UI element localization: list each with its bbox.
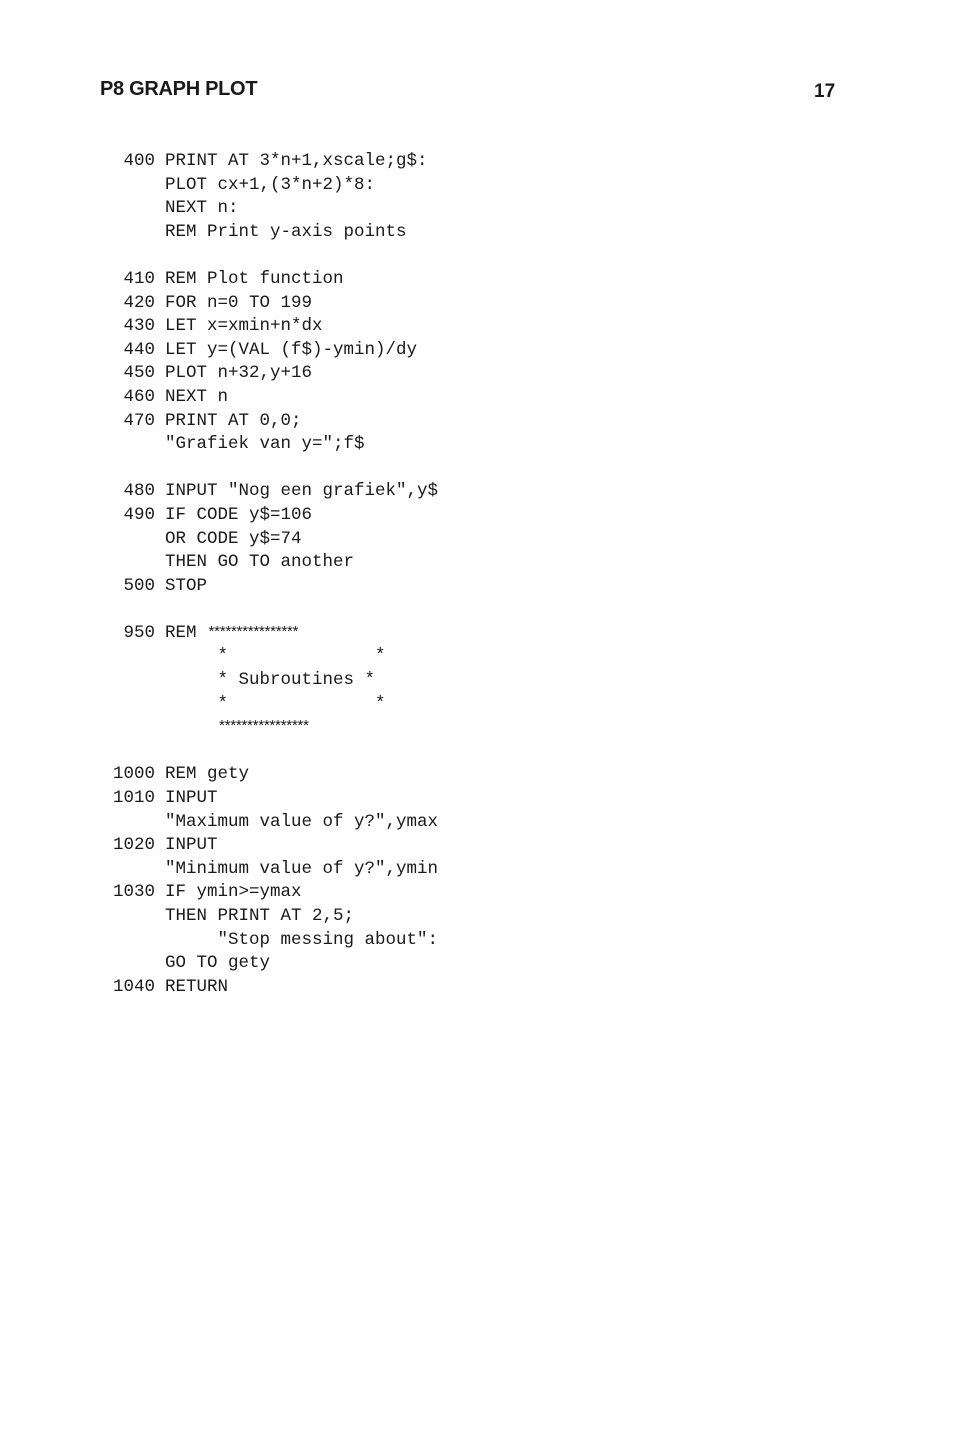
code-text: PRINT AT 0,0;	[165, 410, 302, 431]
code-text: LET y=(VAL (f$)-ymin)/dy	[165, 339, 418, 360]
line-number-blank	[105, 952, 155, 976]
code-line-420	[105, 292, 525, 316]
line-number-blank	[105, 716, 155, 740]
line-number: 450	[123, 363, 155, 384]
code-text: "Minimum value of y?",ymin	[165, 858, 439, 879]
code-text: * *	[165, 693, 386, 714]
code-text: RETURN	[165, 976, 229, 997]
code-line-1030	[105, 881, 525, 905]
code-text: REM Plot function	[165, 268, 344, 289]
asterisk-border-bottom: ****************	[217, 719, 308, 737]
code-line-1010-cont	[105, 811, 525, 835]
line-number-blank	[105, 433, 155, 457]
line-number: 1000	[112, 764, 155, 785]
code-text: PLOT cx+1,(3*n+2)*8:	[165, 174, 376, 195]
blank-line	[105, 740, 525, 764]
line-number-blank	[105, 551, 155, 575]
line-number: 440	[123, 339, 155, 360]
line-number: 490	[123, 504, 155, 525]
line-number: 1030	[112, 882, 155, 903]
line-number: 470	[123, 410, 155, 431]
code-text: "Stop messing about":	[165, 929, 439, 950]
line-number-blank	[105, 811, 155, 835]
line-number-blank	[105, 221, 155, 245]
line-number-blank	[105, 905, 155, 929]
line-number: 1040	[112, 976, 155, 997]
code-line-1030-cont	[105, 929, 525, 953]
line-number: 420	[123, 292, 155, 313]
code-text	[155, 622, 297, 646]
code-text: FOR n=0 TO 199	[165, 292, 313, 313]
line-number-blank	[105, 174, 155, 198]
line-number-blank	[105, 929, 155, 953]
line-number: 950	[123, 622, 155, 643]
code-line-1000	[105, 763, 525, 787]
code-text: PRINT AT 3*n+1,xscale;g$:	[165, 151, 428, 171]
code-line-480	[105, 480, 525, 504]
code-line-400-cont	[105, 197, 525, 221]
code-text: OR CODE y$=74	[165, 528, 302, 549]
line-number: 410	[123, 268, 155, 289]
code-text	[155, 716, 307, 740]
line-number: 480	[123, 481, 155, 502]
code-text: IF ymin>=ymax	[165, 882, 302, 903]
code-line-500	[105, 575, 525, 599]
code-line-490-cont	[105, 528, 525, 552]
code-line-950-cont	[105, 645, 525, 669]
code-text: * Subroutines *	[165, 670, 376, 691]
code-line-950-cont	[105, 693, 525, 717]
line-number-blank	[105, 669, 155, 693]
code-text: INPUT	[165, 835, 218, 856]
code-line-450	[105, 362, 525, 386]
asterisk-border-top: ****************	[207, 624, 297, 642]
line-number: 1010	[112, 788, 155, 809]
code-line-410	[105, 268, 525, 292]
code-text: NEXT n	[165, 386, 229, 407]
code-line-1020	[105, 834, 525, 858]
code-text: STOP	[165, 575, 208, 596]
code-text: THEN PRINT AT 2,5;	[165, 906, 355, 926]
running-header-title: P8 GRAPH PLOT	[100, 78, 258, 100]
code-text: "Maximum value of y?",ymax	[165, 811, 439, 832]
code-line-470	[105, 410, 525, 434]
line-number: 1020	[112, 835, 155, 856]
code-text: "Grafiek van y=";f$	[165, 434, 365, 455]
blank-line	[105, 457, 525, 481]
code-line-400-cont	[105, 174, 525, 198]
code-line-1010	[105, 787, 525, 811]
blank-line	[105, 244, 525, 268]
code-line-400-cont	[105, 221, 525, 245]
code-text: REM Print y-axis points	[165, 221, 407, 242]
line-number-blank	[105, 645, 155, 669]
code-text: LET x=xmin+n*dx	[165, 316, 323, 337]
code-text: INPUT	[165, 788, 218, 809]
code-text: * *	[165, 646, 386, 667]
code-text: REM gety	[165, 764, 250, 785]
code-line-1020-cont	[105, 858, 525, 882]
code-text: NEXT n:	[165, 198, 239, 219]
code-line-950-cont	[105, 669, 525, 693]
code-text: PLOT n+32,y+16	[165, 363, 313, 384]
blank-line	[105, 598, 525, 622]
rem-keyword: REM	[165, 622, 208, 643]
line-number: 500	[123, 575, 155, 596]
line-number-blank	[105, 197, 155, 221]
code-line-440	[105, 339, 525, 363]
line-number: 460	[123, 386, 155, 407]
code-line-470-cont	[105, 433, 525, 457]
page-header	[0, 0, 970, 120]
line-number: 430	[123, 316, 155, 337]
code-line-950	[105, 622, 525, 646]
code-line-490-cont	[105, 551, 525, 575]
code-line-430	[105, 315, 525, 339]
code-line-1030-cont	[105, 905, 525, 929]
code-line-950-cont	[105, 716, 525, 740]
code-line-1030-cont	[105, 952, 525, 976]
code-line-400	[105, 150, 525, 174]
line-number-blank	[105, 528, 155, 552]
code-line-460	[105, 386, 525, 410]
code-line-490	[105, 504, 525, 528]
basic-program-listing	[105, 150, 525, 999]
line-number: 400	[123, 151, 155, 171]
code-text: INPUT "Nog een grafiek",y$	[165, 481, 439, 502]
code-text: IF CODE y$=106	[165, 504, 313, 525]
line-number-blank	[105, 858, 155, 882]
page-number: 17	[814, 81, 836, 102]
indent	[165, 717, 218, 737]
code-line-1040	[105, 976, 525, 1000]
code-text: THEN GO TO another	[165, 552, 355, 573]
code-text: GO TO gety	[165, 953, 271, 974]
line-number-blank	[105, 693, 155, 717]
